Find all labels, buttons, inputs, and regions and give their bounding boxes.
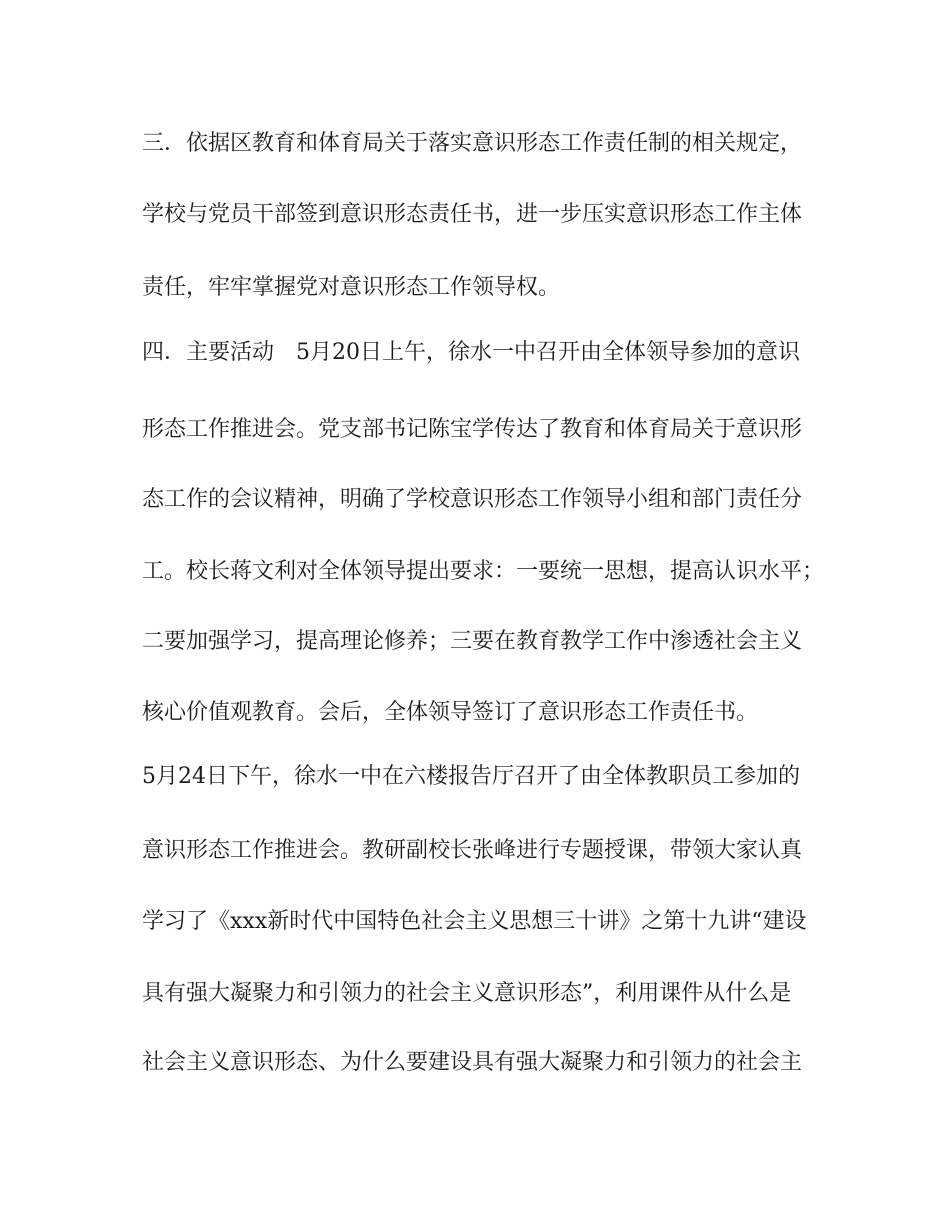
text-line: 核心价值观教育。会后，全体领导签订了意识形态工作责任书。	[142, 700, 759, 725]
text-line: 责任，牢牢掌握党对意识形态工作领导权。	[142, 275, 561, 300]
text-line: 四．主要活动 5月20日上午，徐水一中召开由全体领导参加的意识	[142, 340, 800, 365]
text-line: 三．依据区教育和体育局关于落实意识形态工作责任制的相关规定，	[142, 131, 803, 156]
text-line: 二要加强学习，提高理论修养；三要在教育教学工作中渗透社会主义	[142, 629, 803, 654]
text-line: 形态工作推进会。党支部书记陈宝学传达了教育和体育局关于意识形	[142, 417, 803, 442]
text-line: 具有强大凝聚力和引领力的社会主义意识形态”，利用课件从什么是	[142, 981, 792, 1006]
text-line: 学习了《xxx新时代中国特色社会主义思想三十讲》之第十九讲“建设	[142, 909, 807, 934]
text-line: 学校与党员干部签到意识形态责任书，进一步压实意识形态工作主体	[142, 202, 803, 227]
text-line: 意识形态工作推进会。教研副校长张峰进行专题授课，带领大家认真	[142, 838, 803, 863]
text-line: 5月24日下午，徐水一中在六楼报告厅召开了由全体教职员工参加的	[142, 764, 800, 789]
text-line: 社会主义意识形态、为什么要建设具有强大凝聚力和引领力的社会主	[142, 1050, 803, 1075]
text-line: 态工作的会议精神，明确了学校意识形态工作领导小组和部门责任分	[142, 487, 803, 512]
text-line: 工。校长蒋文利对全体领导提出要求：一要统一思想，提高认识水平；	[142, 559, 825, 584]
